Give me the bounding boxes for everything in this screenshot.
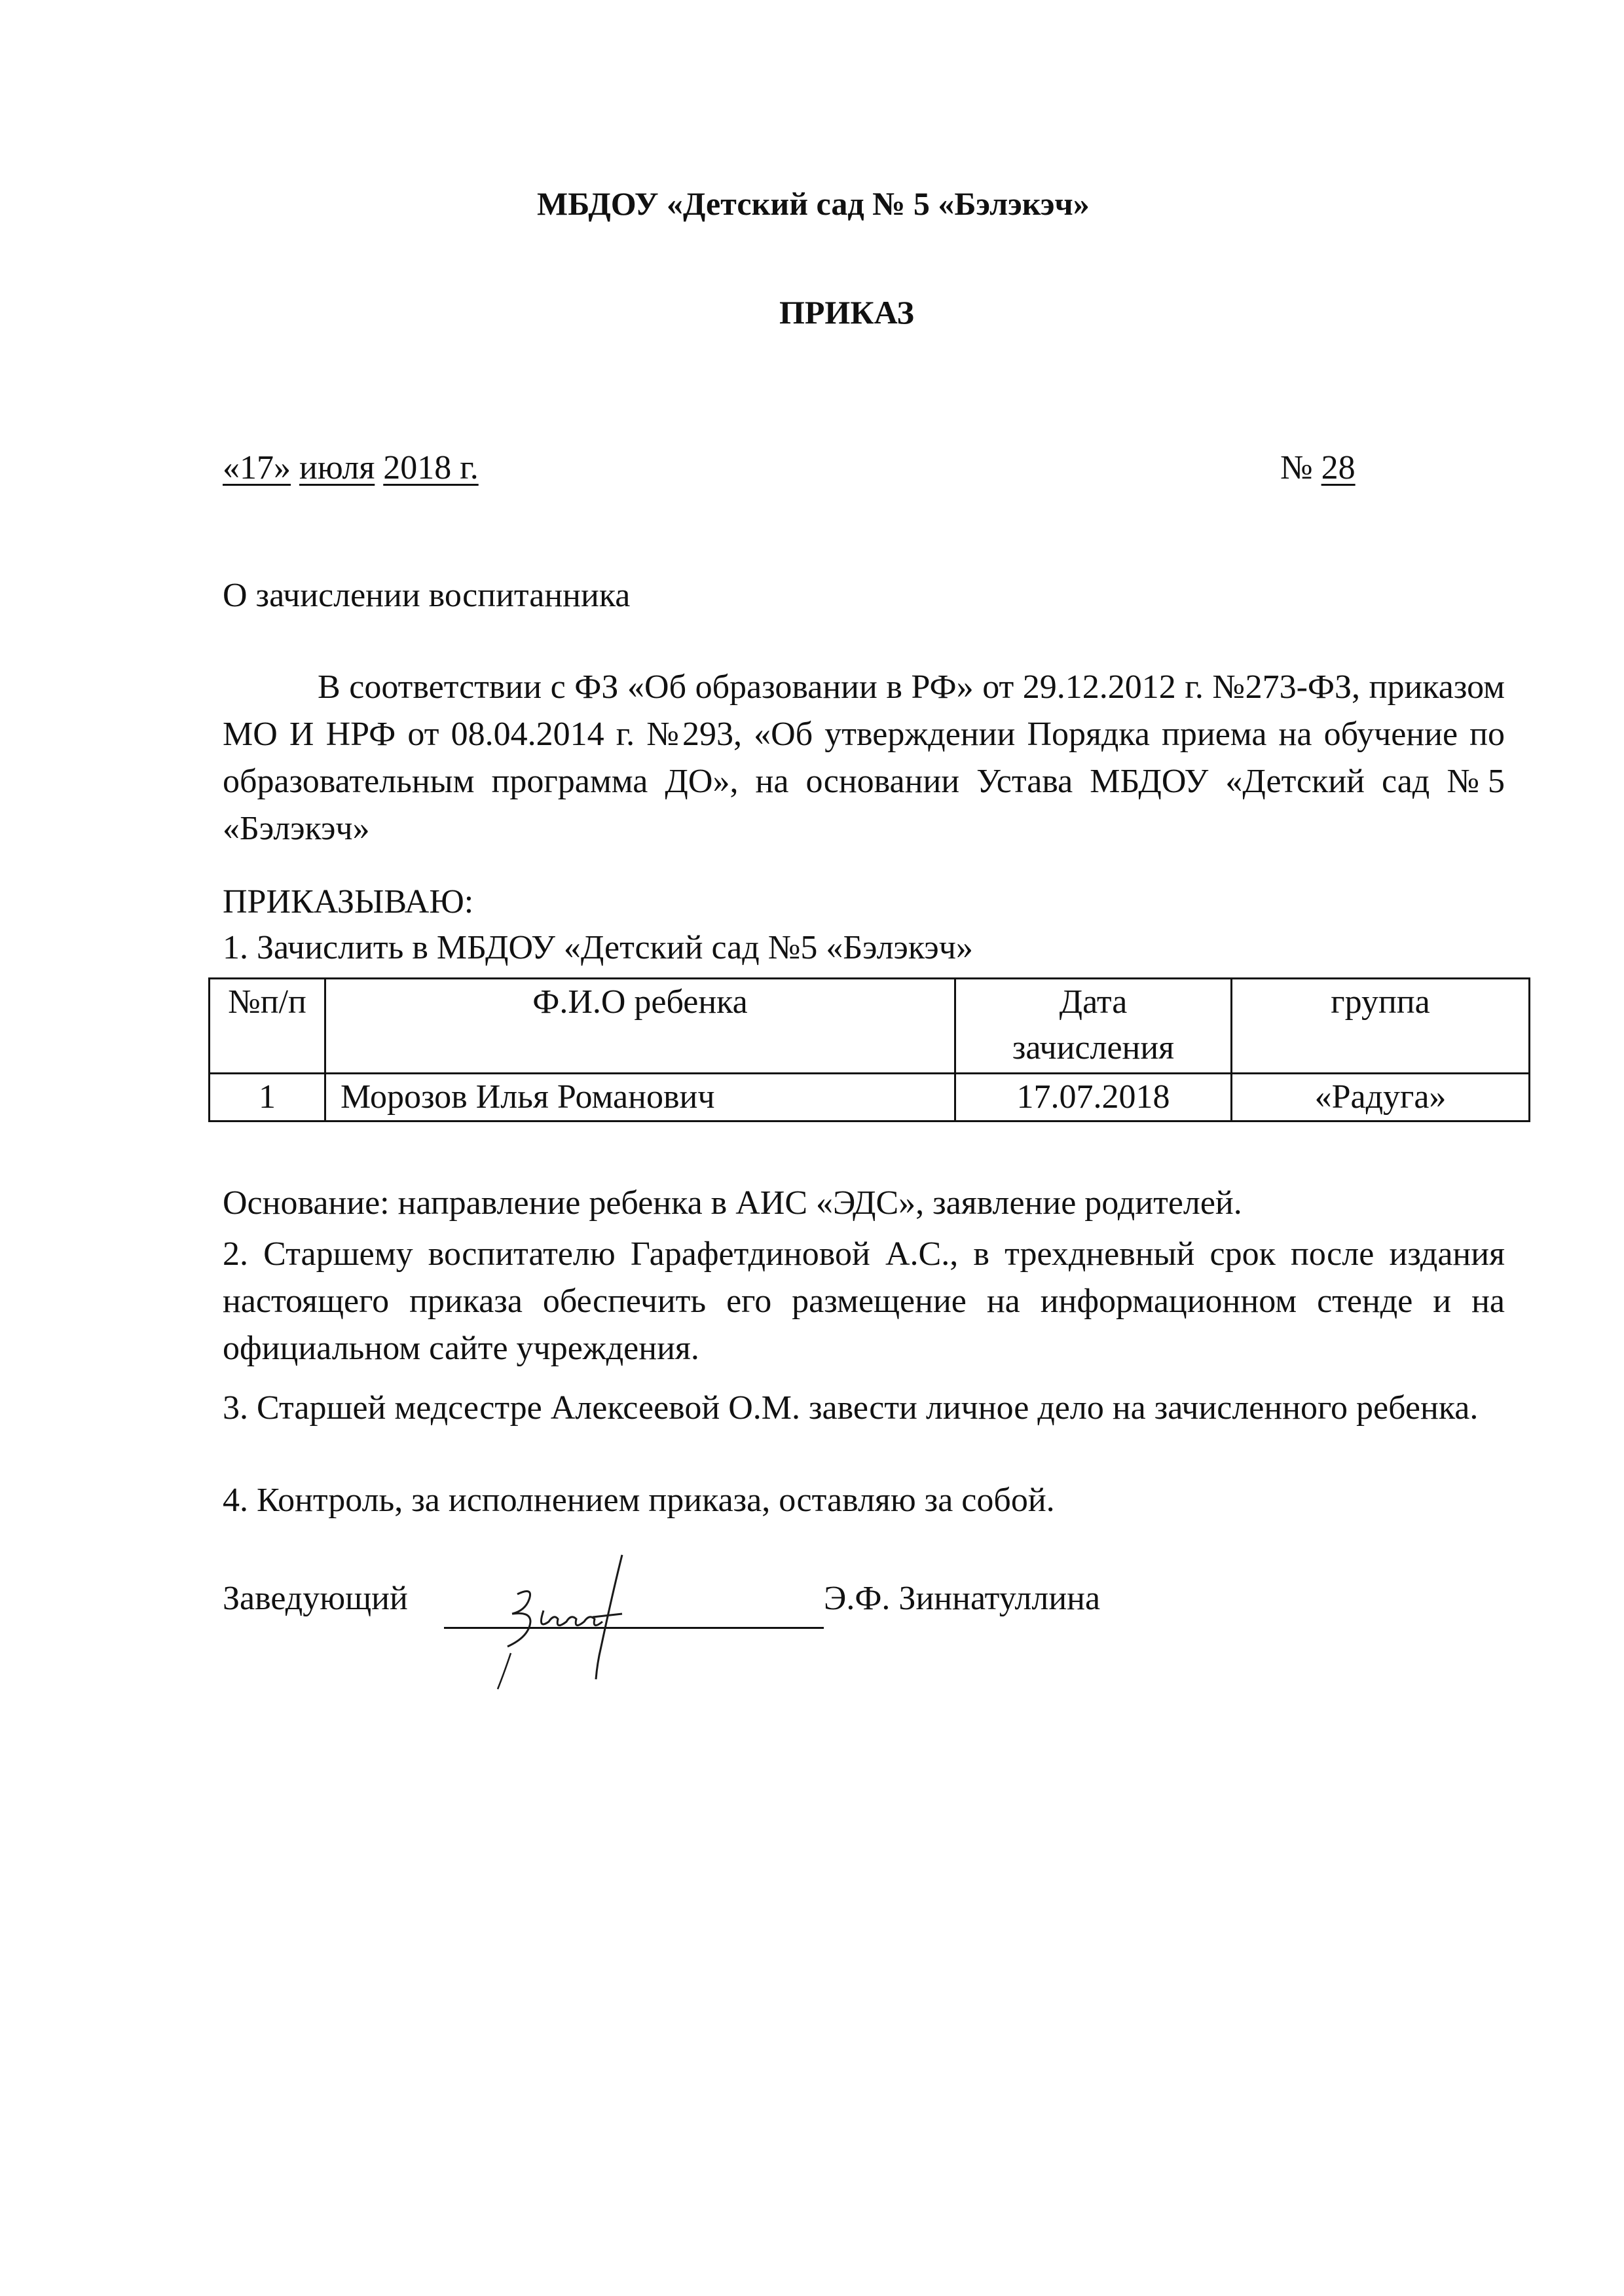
document-title: ПРИКАЗ: [779, 294, 914, 331]
item-4: 4. Контроль, за исполнением приказа, оставляю за собой.: [223, 1482, 1055, 1519]
table-header-row: [210, 979, 1530, 1074]
cell-group: «Радуга»: [1232, 1074, 1530, 1121]
header-cell-num: №п/п: [210, 979, 325, 1074]
item-2: 2. Старшему воспитателю Гарафетдиновой А.С., в трехдневный срок после издания настоящего приказа обеспечить его размещение на информационном стенде и на официальном сайте учреждения.: [223, 1235, 1505, 1367]
number-label: №: [1280, 449, 1313, 486]
number-value: 28: [1321, 449, 1356, 486]
item-1: 1. Зачислить в МБДОУ «Детский сад №5 «Бэлэкэч»: [223, 929, 973, 966]
signatory-name: Э.Ф. Зиннатуллина: [824, 1580, 1101, 1617]
cell-name: Морозов Илья Романович: [325, 1074, 955, 1121]
date-month: июля: [299, 449, 375, 486]
enrollment-table: [208, 977, 1530, 1122]
handwritten-signature: [471, 1548, 668, 1699]
header-cell-date: Дата зачисления: [955, 979, 1232, 1074]
cell-date: 17.07.2018: [955, 1074, 1232, 1121]
signature-title: Заведующий: [223, 1580, 408, 1617]
institution-header: МБДОУ «Детский сад № 5 «Бэлэкэч»: [537, 185, 1090, 222]
header-cell-name: Ф.И.О ребенка: [325, 979, 955, 1074]
header-cell-group: группа: [1232, 979, 1530, 1074]
cell-num: 1: [210, 1074, 325, 1121]
item-3: 3. Старшей медсестре Алексеевой О.М. завести личное дело на зачисленного ребенка.: [223, 1389, 1479, 1427]
date-year: 2018 г.: [383, 449, 479, 486]
order-date: [223, 448, 479, 487]
date-day: «17»: [223, 449, 291, 486]
basis-line: Основание: направление ребенка в АИС «ЭДС», заявление родителей.: [223, 1184, 1242, 1222]
subject-line: О зачислении воспитанника: [223, 577, 631, 614]
table-row: [210, 1074, 1530, 1121]
preamble-paragraph: [223, 664, 1505, 852]
order-word: ПРИКАЗЫВАЮ:: [223, 883, 474, 920]
order-number: [1280, 448, 1356, 487]
preamble-text: В соответствии с ФЗ «Об образовании в РФ» от 29.12.2012 г. №273-ФЗ, приказом МО И НРФ от 08.04.2014 г. №293, «Об утверждении Порядка приема на обучение по образовательным программа ДО», на основании Устава МБДОУ «Детский сад №5 «Бэлэкэч»: [223, 668, 1505, 847]
